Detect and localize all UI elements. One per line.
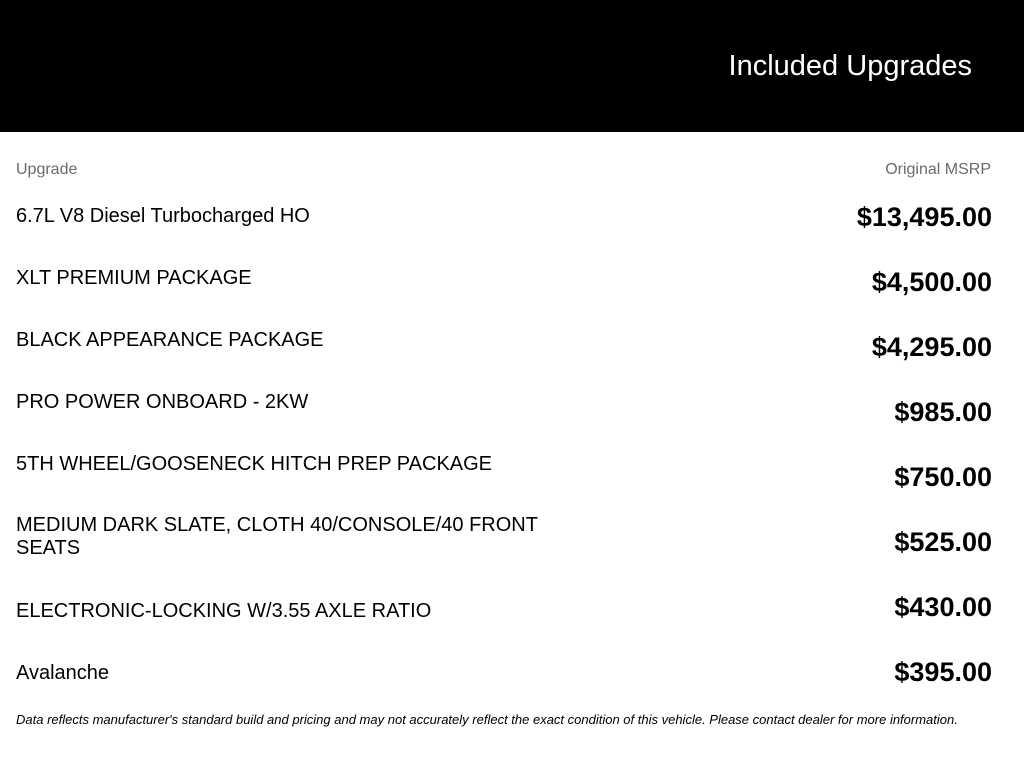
disclaimer-text: Data reflects manufacturer's standard build and pricing and may not accurately reflect the exact condition of this vehicle. Please contact dealer for more information. [16,712,958,727]
upgrade-price: $4,500.00 [871,267,992,297]
upgrade-name: 6.7L V8 Diesel Turbocharged HO [16,205,310,227]
upgrade-name: XLT PREMIUM PACKAGE [16,267,252,289]
upgrade-name: Avalanche [16,662,110,684]
upgrade-name: BLACK APPEARANCE PACKAGE [16,329,324,351]
upgrade-name: 5TH WHEEL/GOOSENECK HITCH PREP PACKAGE [16,453,493,475]
upgrade-name: MEDIUM DARK SLATE, CLOTH 40/CONSOLE/40 FRONT SEATS [16,514,538,559]
column-header-upgrade: Upgrade [16,161,78,178]
upgrade-price: $750.00 [894,462,992,492]
upgrade-price: $4,295.00 [871,332,992,362]
column-header-original-msrp: Original MSRP [885,161,991,178]
upgrade-name: ELECTRONIC-LOCKING W/3.55 AXLE RATIO [16,600,432,622]
upgrade-price: $525.00 [894,527,992,557]
upgrade-price: $13,495.00 [856,202,992,232]
upgrade-price: $430.00 [894,592,992,622]
upgrade-name: PRO POWER ONBOARD - 2KW [16,391,309,413]
page-title: Included Upgrades [728,50,972,82]
upgrade-price: $395.00 [894,657,992,687]
upgrade-price: $985.00 [894,397,992,427]
